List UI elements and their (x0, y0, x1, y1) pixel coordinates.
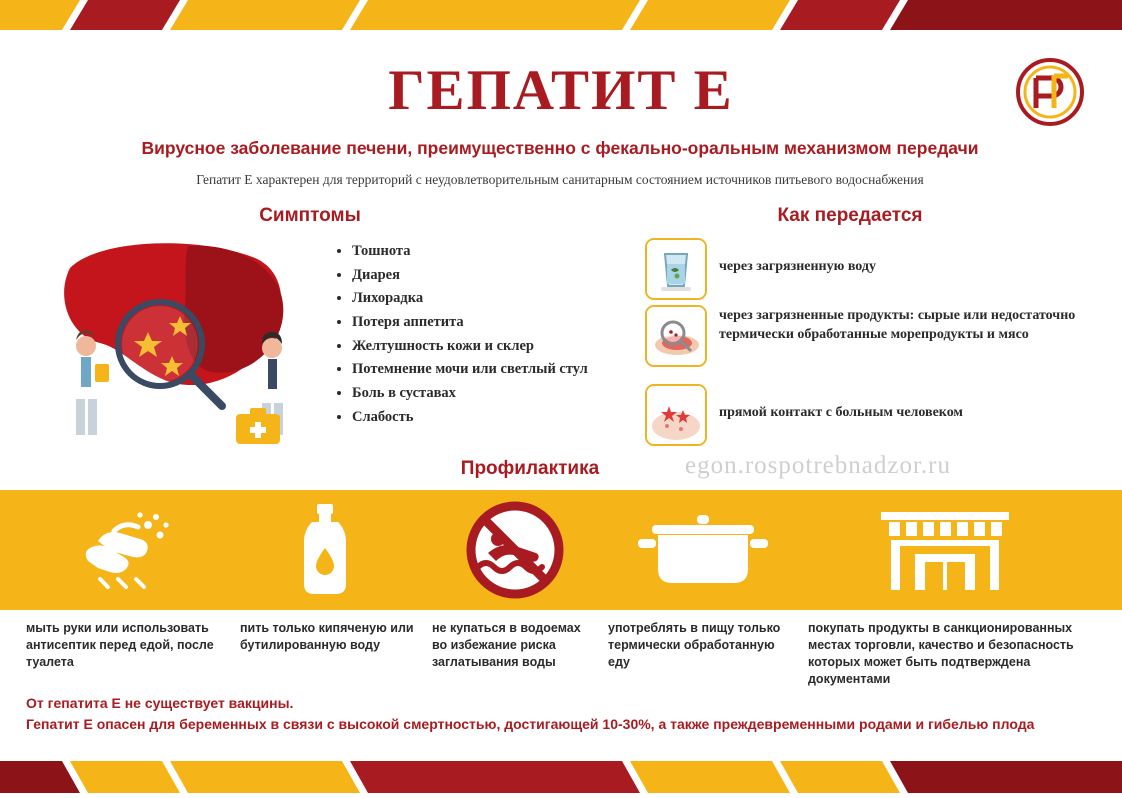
bottom-decorative-bar (0, 761, 1122, 793)
header-note: Гепатит Е характерен для территорий с неудовлетворительным санитарным состоянием источников питьевого водоснабжения (196, 172, 924, 187)
transmission-row (645, 384, 1105, 446)
prevention-band (0, 490, 1122, 610)
list-item: • Боль в суставах (352, 385, 620, 402)
top-bar-shapes (0, 0, 1122, 30)
prevention-caption: мыть руки или использовать антисептик перед едой, после туалета (26, 621, 214, 669)
prevention-caption: покупать продукты в санкционированных местах торговли, качество и безопасность которых может быть подтверждена документами (808, 621, 1074, 686)
transmission-row (645, 238, 1105, 300)
market-stall-icon (820, 490, 1070, 610)
symptoms-list (330, 243, 620, 432)
washing-hands-icon (30, 490, 220, 610)
top-decorative-bar (0, 0, 1122, 30)
transmission-text: через загрязненные продукты: сырые или недостаточно термически обработанные морепродукты и мясо (719, 308, 1076, 342)
list-item: • Диарея (352, 267, 620, 284)
footer-line-2: Гепатит Е опасен для беременных в связи с высокой смертностью, достигающей 10-30%, а также преждевременными родами и гибелью плода (26, 716, 1035, 732)
transmission-text: через загрязненную воду (719, 259, 876, 274)
list-item: • Тошнота (352, 243, 620, 260)
raw-seafood-meat-icon (645, 305, 707, 367)
bottom-bar-shapes (0, 761, 1122, 793)
prevention-caption: не купаться в водоемах во избежание риска заглатывания воды (432, 621, 581, 669)
transmission-row (645, 305, 1105, 367)
list-item: • Слабость (352, 409, 620, 426)
transmission-text: прямой контакт с больным человеком (719, 405, 963, 420)
transmission-heading: Как передается (777, 205, 923, 226)
liver-illustration (40, 228, 320, 453)
list-item: • Желтушность кожи и склер (352, 338, 620, 355)
subtitle: Вирусное заболевание печени, преимущественно с фекально-оральным механизмом передачи (141, 138, 979, 158)
cooking-pot-icon (610, 490, 795, 610)
prevention-caption: пить только кипяченую или бутилированную воду (240, 621, 414, 652)
watermark: egon.rospotrebnadzor.ru (685, 452, 951, 479)
list-item: • Лихорадка (352, 290, 620, 307)
list-item: • Потеря аппетита (352, 314, 620, 331)
contaminated-water-glass-icon (645, 238, 707, 300)
page-title: ГЕПАТИТ Е (388, 59, 734, 122)
symptoms-heading: Симптомы (259, 205, 361, 226)
list-item: • Потемнение мочи или светлый стул (352, 361, 620, 378)
footer-line-1: От гепатита Е не существует вакцины. (26, 695, 294, 711)
bottled-water-icon (245, 490, 405, 610)
no-swimming-icon (425, 490, 605, 610)
person-contact-icon (645, 384, 707, 446)
prevention-heading: Профилактика (460, 458, 600, 479)
prevention-caption: употреблять в пищу только термически обработанную еду (608, 621, 781, 669)
